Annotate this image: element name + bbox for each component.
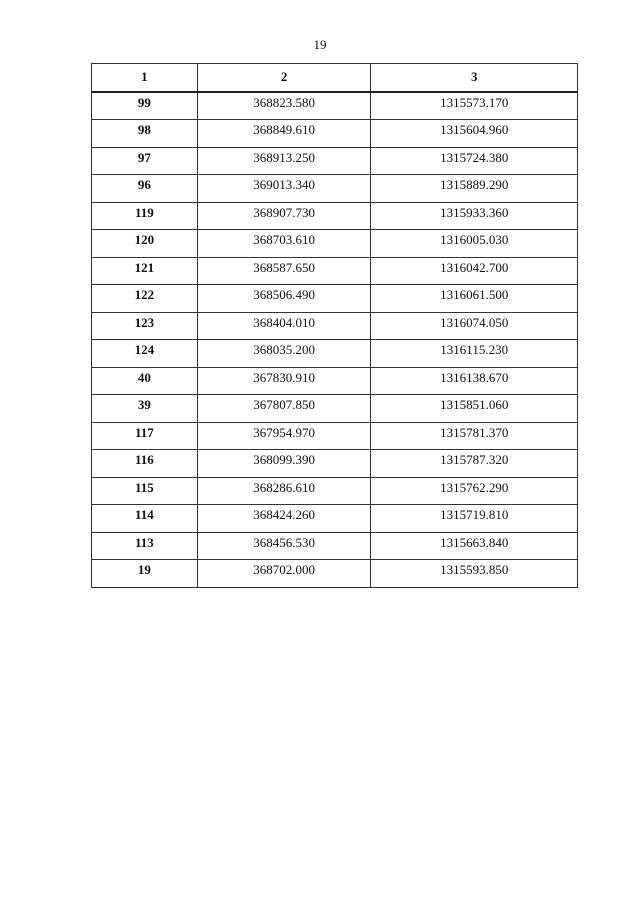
point-number-cell: 121: [92, 257, 198, 285]
x-coordinate-cell: 367954.970: [197, 422, 371, 450]
point-number-cell: 96: [92, 175, 198, 203]
table-row: [92, 257, 578, 285]
point-number-cell: 19: [92, 560, 198, 588]
y-coordinate-cell: 1315724.380: [371, 147, 578, 175]
point-number-cell: 39: [92, 395, 198, 423]
coordinates-table: [91, 63, 578, 588]
y-coordinate-cell: 1315787.320: [371, 450, 578, 478]
x-coordinate-cell: 368286.610: [197, 477, 371, 505]
y-coordinate-cell: 1316138.670: [371, 367, 578, 395]
point-number-cell: 124: [92, 340, 198, 368]
point-number-cell: 116: [92, 450, 198, 478]
y-coordinate-cell: 1315593.850: [371, 560, 578, 588]
column-header-2: 2: [197, 64, 371, 92]
x-coordinate-cell: 368587.650: [197, 257, 371, 285]
y-coordinate-cell: 1315762.290: [371, 477, 578, 505]
y-coordinate-cell: 1315719.810: [371, 505, 578, 533]
x-coordinate-cell: 368099.390: [197, 450, 371, 478]
point-number-cell: 120: [92, 230, 198, 258]
x-coordinate-cell: 368823.580: [197, 92, 371, 120]
y-coordinate-cell: 1316005.030: [371, 230, 578, 258]
x-coordinate-cell: 368913.250: [197, 147, 371, 175]
table-row: [92, 202, 578, 230]
column-header-3: 3: [371, 64, 578, 92]
table-row: [92, 147, 578, 175]
y-coordinate-cell: 1315933.360: [371, 202, 578, 230]
x-coordinate-cell: 368703.610: [197, 230, 371, 258]
x-coordinate-cell: 368456.530: [197, 532, 371, 560]
point-number-cell: 113: [92, 532, 198, 560]
x-coordinate-cell: 368849.610: [197, 120, 371, 148]
y-coordinate-cell: 1315781.370: [371, 422, 578, 450]
x-coordinate-cell: 368702.000: [197, 560, 371, 588]
point-number-cell: 114: [92, 505, 198, 533]
y-coordinate-cell: 1316042.700: [371, 257, 578, 285]
table-row: [92, 450, 578, 478]
table-row: [92, 532, 578, 560]
table-row: [92, 120, 578, 148]
table-row: [92, 340, 578, 368]
x-coordinate-cell: 368035.200: [197, 340, 371, 368]
table-row: [92, 312, 578, 340]
table-row: [92, 560, 578, 588]
point-number-cell: 98: [92, 120, 198, 148]
table-row: [92, 285, 578, 313]
table-row: [92, 367, 578, 395]
table-row: [92, 422, 578, 450]
x-coordinate-cell: 367807.850: [197, 395, 371, 423]
y-coordinate-cell: 1315851.060: [371, 395, 578, 423]
point-number-cell: 122: [92, 285, 198, 313]
x-coordinate-cell: 369013.340: [197, 175, 371, 203]
point-number-cell: 117: [92, 422, 198, 450]
y-coordinate-cell: 1316115.230: [371, 340, 578, 368]
table-row: [92, 175, 578, 203]
x-coordinate-cell: 368424.260: [197, 505, 371, 533]
x-coordinate-cell: 368404.010: [197, 312, 371, 340]
x-coordinate-cell: 368907.730: [197, 202, 371, 230]
point-number-cell: 99: [92, 92, 198, 120]
y-coordinate-cell: 1315604.960: [371, 120, 578, 148]
point-number-cell: 97: [92, 147, 198, 175]
table-body: [92, 92, 578, 588]
point-number-cell: 119: [92, 202, 198, 230]
table-row: [92, 230, 578, 258]
table-row: [92, 477, 578, 505]
point-number-cell: 123: [92, 312, 198, 340]
table-row: [92, 395, 578, 423]
point-number-cell: 40: [92, 367, 198, 395]
y-coordinate-cell: 1315889.290: [371, 175, 578, 203]
y-coordinate-cell: 1315663.840: [371, 532, 578, 560]
table-header-row: [92, 64, 578, 92]
table-row: [92, 92, 578, 120]
y-coordinate-cell: 1316074.050: [371, 312, 578, 340]
x-coordinate-cell: 368506.490: [197, 285, 371, 313]
y-coordinate-cell: 1316061.500: [371, 285, 578, 313]
y-coordinate-cell: 1315573.170: [371, 92, 578, 120]
column-header-1: 1: [92, 64, 198, 92]
x-coordinate-cell: 367830.910: [197, 367, 371, 395]
table-row: [92, 505, 578, 533]
page-number: 19: [313, 37, 327, 52]
point-number-cell: 115: [92, 477, 198, 505]
